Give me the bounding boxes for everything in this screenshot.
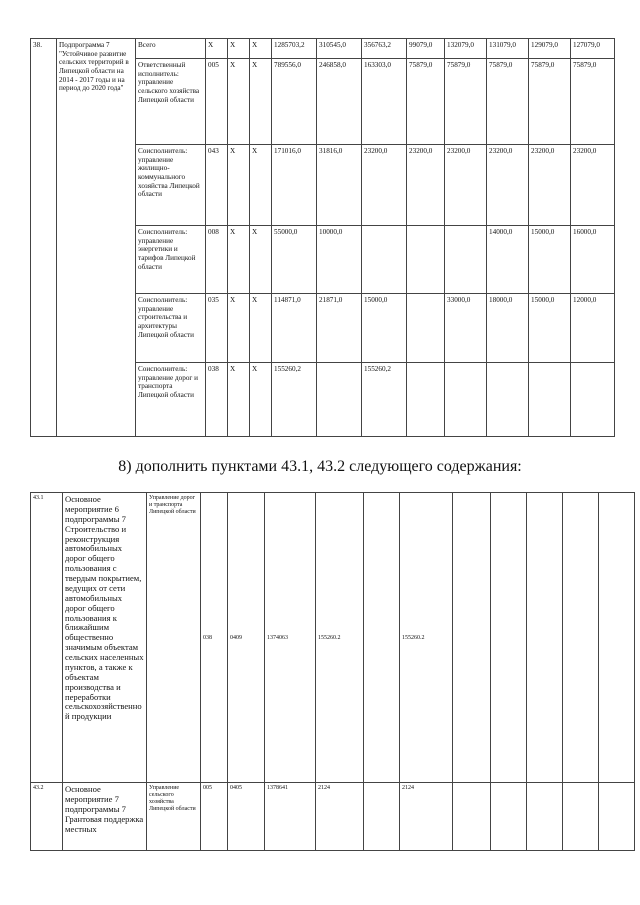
row-number: 38. bbox=[31, 39, 57, 437]
value-cell: 10000,0 bbox=[317, 226, 362, 294]
code-cell: 008 bbox=[206, 226, 228, 294]
value-cell: 12000,0 bbox=[571, 294, 615, 363]
value-cell: 155260.2 bbox=[316, 493, 364, 783]
value-cell: 155260.2 bbox=[400, 493, 453, 783]
empty-cell bbox=[453, 783, 491, 851]
x-cell: X bbox=[250, 363, 272, 437]
executor-cell: Всего bbox=[136, 39, 206, 59]
executor-cell: Соисполнитель: управление строительства и архитектуры Липецкой области bbox=[136, 294, 206, 363]
x-cell: X bbox=[250, 294, 272, 363]
value-cell bbox=[364, 783, 400, 851]
code-cell: 038 bbox=[206, 363, 228, 437]
x-cell: X bbox=[228, 39, 250, 59]
executor-cell: Управление сельского хозяйства Липецкой области bbox=[147, 783, 201, 851]
value-cell: 23200,0 bbox=[407, 145, 445, 226]
value-cell bbox=[407, 363, 445, 437]
value-cell: 2124 bbox=[316, 783, 364, 851]
executor-cell: Ответственный исполнитель: управление сельского хозяйства Липецкой области bbox=[136, 59, 206, 145]
code-cell: 038 bbox=[201, 493, 228, 783]
value-cell: 132079,0 bbox=[445, 39, 487, 59]
value-cell: 127079,0 bbox=[571, 39, 615, 59]
empty-cell bbox=[491, 493, 527, 783]
value-cell: 23200,0 bbox=[362, 145, 407, 226]
target-cell: 1374063 bbox=[265, 493, 316, 783]
empty-cell bbox=[599, 783, 635, 851]
value-cell: 31816,0 bbox=[317, 145, 362, 226]
x-cell: X bbox=[228, 59, 250, 145]
addition-table bbox=[30, 492, 635, 851]
table-row bbox=[31, 493, 635, 783]
value-cell: 246858,0 bbox=[317, 59, 362, 145]
value-cell bbox=[529, 363, 571, 437]
value-cell bbox=[364, 493, 400, 783]
value-cell: 1285703,2 bbox=[272, 39, 317, 59]
activity-description: Основное мероприятие 7 подпрограммы 7 Грантовая поддержка местных bbox=[63, 783, 147, 851]
value-cell: 75879,0 bbox=[529, 59, 571, 145]
section-cell: 0409 bbox=[228, 493, 265, 783]
table-row bbox=[31, 783, 635, 851]
value-cell: 75879,0 bbox=[571, 59, 615, 145]
x-cell: X bbox=[250, 145, 272, 226]
x-cell: X bbox=[250, 59, 272, 145]
value-cell: 155260,2 bbox=[272, 363, 317, 437]
code-cell: 005 bbox=[206, 59, 228, 145]
value-cell: 163303,0 bbox=[362, 59, 407, 145]
value-cell: 2124 bbox=[400, 783, 453, 851]
value-cell: 789556,0 bbox=[272, 59, 317, 145]
value-cell: 129079,0 bbox=[529, 39, 571, 59]
value-cell: 14000,0 bbox=[487, 226, 529, 294]
value-cell: 23200,0 bbox=[571, 145, 615, 226]
value-cell: 75879,0 bbox=[445, 59, 487, 145]
value-cell bbox=[317, 363, 362, 437]
value-cell: 99079,0 bbox=[407, 39, 445, 59]
executor-cell: Соисполнитель: управление дорог и транспорта Липецкой области bbox=[136, 363, 206, 437]
section-cell: 0405 bbox=[228, 783, 265, 851]
empty-cell bbox=[563, 493, 599, 783]
value-cell bbox=[445, 363, 487, 437]
program-name: Подпрограмма 7 "Устойчивое развитие сельских территорий в Липецкой области на 2014 - 2017 годы и на период до 2020 года" bbox=[57, 39, 136, 437]
x-cell: X bbox=[250, 39, 272, 59]
value-cell: 18000,0 bbox=[487, 294, 529, 363]
x-cell: X bbox=[250, 226, 272, 294]
value-cell bbox=[571, 363, 615, 437]
value-cell: 21871,0 bbox=[317, 294, 362, 363]
empty-cell bbox=[599, 493, 635, 783]
executor-cell: Соисполнитель: управление энергетики и тарифов Липецкой области bbox=[136, 226, 206, 294]
value-cell bbox=[487, 363, 529, 437]
x-cell: X bbox=[228, 226, 250, 294]
target-cell: 1378641 bbox=[265, 783, 316, 851]
value-cell: 75879,0 bbox=[407, 59, 445, 145]
code-cell: 005 bbox=[201, 783, 228, 851]
value-cell: 15000,0 bbox=[529, 294, 571, 363]
value-cell: 23200,0 bbox=[487, 145, 529, 226]
empty-cell bbox=[563, 783, 599, 851]
value-cell bbox=[445, 226, 487, 294]
code-cell: X bbox=[206, 39, 228, 59]
x-cell: X bbox=[228, 294, 250, 363]
table-row bbox=[31, 39, 615, 59]
value-cell: 356763,2 bbox=[362, 39, 407, 59]
value-cell: 155260,2 bbox=[362, 363, 407, 437]
section-heading: 8) дополнить пунктами 43.1, 43.2 следующего содержания: bbox=[118, 458, 522, 475]
empty-cell bbox=[527, 493, 563, 783]
activity-description: Основное мероприятие 6 подпрограммы 7 Строительство и реконструкция автомобильных дорог общего пользования с твердым покрытием, ведущих от сети автомобильных дорог общего пользования к ближайшим общественно значимым объектам сельских населенных пунктов, а также к объектам производства и переработки сельскохозяйственной продукции bbox=[63, 493, 147, 783]
item-number: 43.1 bbox=[31, 493, 63, 783]
value-cell: 131079,0 bbox=[487, 39, 529, 59]
value-cell bbox=[407, 226, 445, 294]
program-table bbox=[30, 38, 615, 437]
value-cell: 75879,0 bbox=[487, 59, 529, 145]
empty-cell bbox=[527, 783, 563, 851]
value-cell: 33000,0 bbox=[445, 294, 487, 363]
executor-cell: Управление дорог и транспорта Липецкой области bbox=[147, 493, 201, 783]
value-cell: 171016,0 bbox=[272, 145, 317, 226]
value-cell: 114871,0 bbox=[272, 294, 317, 363]
value-cell: 15000,0 bbox=[529, 226, 571, 294]
value-cell: 23200,0 bbox=[529, 145, 571, 226]
empty-cell bbox=[453, 493, 491, 783]
code-cell: 043 bbox=[206, 145, 228, 226]
item-number: 43.2 bbox=[31, 783, 63, 851]
code-cell: 035 bbox=[206, 294, 228, 363]
value-cell: 310545,0 bbox=[317, 39, 362, 59]
empty-cell bbox=[491, 783, 527, 851]
value-cell: 16000,0 bbox=[571, 226, 615, 294]
value-cell: 55000,0 bbox=[272, 226, 317, 294]
x-cell: X bbox=[228, 363, 250, 437]
value-cell bbox=[362, 226, 407, 294]
executor-cell: Соисполнитель: управление жилищно-коммунального хозяйства Липецкой области bbox=[136, 145, 206, 226]
value-cell bbox=[407, 294, 445, 363]
value-cell: 15000,0 bbox=[362, 294, 407, 363]
x-cell: X bbox=[228, 145, 250, 226]
value-cell: 23200,0 bbox=[445, 145, 487, 226]
